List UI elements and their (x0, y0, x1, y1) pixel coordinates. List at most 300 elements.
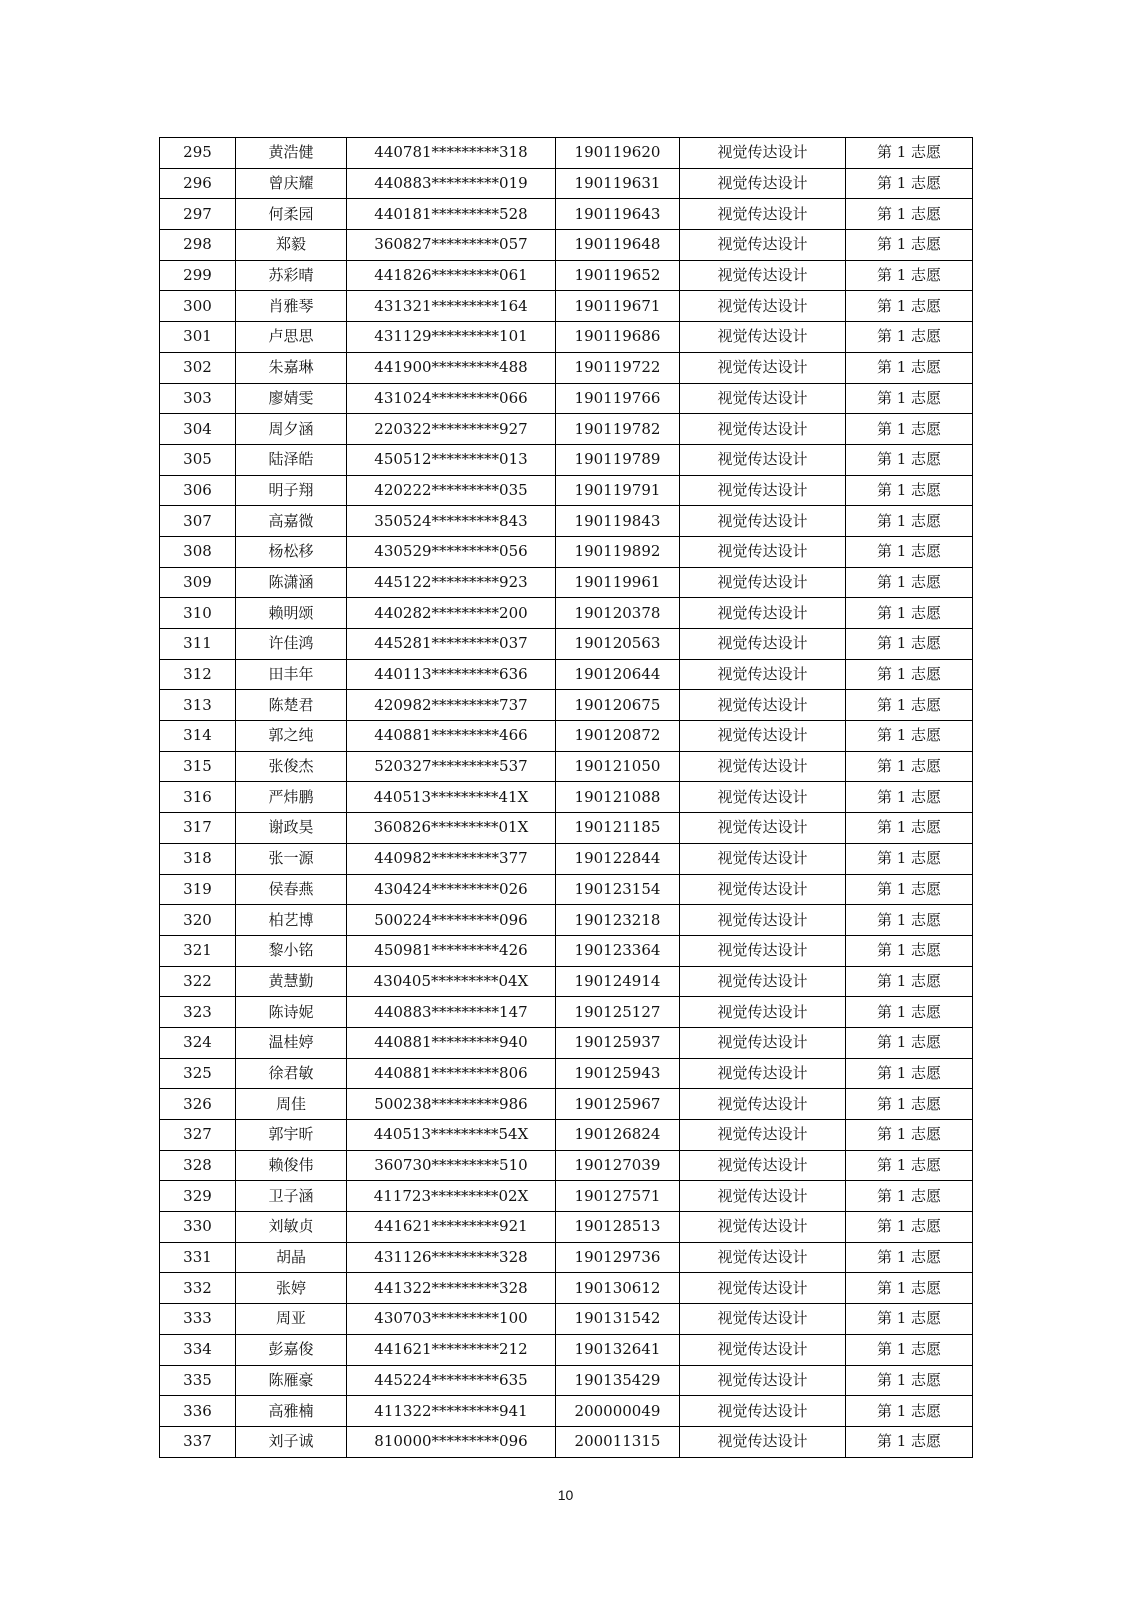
table-row (160, 813, 973, 844)
exam-number-cell: 190119620 (556, 138, 680, 169)
exam-number-cell: 190126824 (556, 1120, 680, 1151)
exam-number-cell: 190119652 (556, 260, 680, 291)
row-index-cell: 323 (160, 997, 236, 1028)
student-name-cell: 何柔园 (236, 199, 347, 230)
major-cell: 视觉传达设计 (680, 874, 846, 905)
id-number-cell: 420222*********035 (347, 475, 556, 506)
major-cell: 视觉传达设计 (680, 1273, 846, 1304)
table-row (160, 383, 973, 414)
row-index-cell: 336 (160, 1396, 236, 1427)
major-cell: 视觉传达设计 (680, 1242, 846, 1273)
table-row (160, 352, 973, 383)
table-row (160, 629, 973, 660)
preference-cell: 第 1 志愿 (846, 1027, 973, 1058)
table-row (160, 536, 973, 567)
id-number-cell: 500224*********096 (347, 905, 556, 936)
id-number-cell: 445281*********037 (347, 629, 556, 660)
exam-number-cell: 190119892 (556, 536, 680, 567)
table-row (160, 966, 973, 997)
admission-list-body (160, 138, 973, 1458)
student-name-cell: 廖婧雯 (236, 383, 347, 414)
exam-number-cell: 190125127 (556, 997, 680, 1028)
id-number-cell: 440781*********318 (347, 138, 556, 169)
table-row (160, 1334, 973, 1365)
major-cell: 视觉传达设计 (680, 567, 846, 598)
table-row (160, 1150, 973, 1181)
id-number-cell: 420982*********737 (347, 690, 556, 721)
table-row (160, 1273, 973, 1304)
major-cell: 视觉传达设计 (680, 629, 846, 660)
student-name-cell: 陈诗妮 (236, 997, 347, 1028)
preference-cell: 第 1 志愿 (846, 874, 973, 905)
row-index-cell: 311 (160, 629, 236, 660)
preference-cell: 第 1 志愿 (846, 536, 973, 567)
exam-number-cell: 190125937 (556, 1027, 680, 1058)
preference-cell: 第 1 志愿 (846, 1273, 973, 1304)
major-cell: 视觉传达设计 (680, 1334, 846, 1365)
student-name-cell: 曾庆耀 (236, 168, 347, 199)
id-number-cell: 445224*********635 (347, 1365, 556, 1396)
id-number-cell: 360827*********057 (347, 230, 556, 261)
preference-cell: 第 1 志愿 (846, 843, 973, 874)
table-row (160, 230, 973, 261)
row-index-cell: 309 (160, 567, 236, 598)
id-number-cell: 440113*********636 (347, 659, 556, 690)
student-name-cell: 陈潇涵 (236, 567, 347, 598)
preference-cell: 第 1 志愿 (846, 1150, 973, 1181)
row-index-cell: 328 (160, 1150, 236, 1181)
id-number-cell: 431024*********066 (347, 383, 556, 414)
id-number-cell: 440181*********528 (347, 199, 556, 230)
major-cell: 视觉传达设计 (680, 536, 846, 567)
student-name-cell: 张婷 (236, 1273, 347, 1304)
table-row (160, 1304, 973, 1335)
id-number-cell: 441621*********212 (347, 1334, 556, 1365)
table-row (160, 567, 973, 598)
id-number-cell: 440982*********377 (347, 843, 556, 874)
student-name-cell: 朱嘉琳 (236, 352, 347, 383)
exam-number-cell: 190120872 (556, 721, 680, 752)
major-cell: 视觉传达设计 (680, 352, 846, 383)
row-index-cell: 306 (160, 475, 236, 506)
id-number-cell: 440883*********147 (347, 997, 556, 1028)
preference-cell: 第 1 志愿 (846, 1058, 973, 1089)
row-index-cell: 296 (160, 168, 236, 199)
exam-number-cell: 190119961 (556, 567, 680, 598)
row-index-cell: 313 (160, 690, 236, 721)
id-number-cell: 430703*********100 (347, 1304, 556, 1335)
preference-cell: 第 1 志愿 (846, 1304, 973, 1335)
row-index-cell: 319 (160, 874, 236, 905)
table-row (160, 997, 973, 1028)
preference-cell: 第 1 志愿 (846, 690, 973, 721)
major-cell: 视觉传达设计 (680, 1181, 846, 1212)
id-number-cell: 360826*********01X (347, 813, 556, 844)
preference-cell: 第 1 志愿 (846, 751, 973, 782)
preference-cell: 第 1 志愿 (846, 1242, 973, 1273)
major-cell: 视觉传达设计 (680, 905, 846, 936)
student-name-cell: 周佳 (236, 1089, 347, 1120)
exam-number-cell: 190128513 (556, 1212, 680, 1243)
id-number-cell: 430405*********04X (347, 966, 556, 997)
preference-cell: 第 1 志愿 (846, 721, 973, 752)
id-number-cell: 440513*********54X (347, 1120, 556, 1151)
id-number-cell: 441322*********328 (347, 1273, 556, 1304)
major-cell: 视觉传达设计 (680, 1304, 846, 1335)
table-row (160, 1058, 973, 1089)
major-cell: 视觉传达设计 (680, 813, 846, 844)
major-cell: 视觉传达设计 (680, 782, 846, 813)
row-index-cell: 322 (160, 966, 236, 997)
exam-number-cell: 190121088 (556, 782, 680, 813)
id-number-cell: 441621*********921 (347, 1212, 556, 1243)
student-name-cell: 陈楚君 (236, 690, 347, 721)
student-name-cell: 刘子诚 (236, 1426, 347, 1457)
row-index-cell: 317 (160, 813, 236, 844)
row-index-cell: 308 (160, 536, 236, 567)
id-number-cell: 411723*********02X (347, 1181, 556, 1212)
table-row (160, 291, 973, 322)
major-cell: 视觉传达设计 (680, 843, 846, 874)
row-index-cell: 312 (160, 659, 236, 690)
preference-cell: 第 1 志愿 (846, 782, 973, 813)
row-index-cell: 307 (160, 506, 236, 537)
exam-number-cell: 190119648 (556, 230, 680, 261)
row-index-cell: 298 (160, 230, 236, 261)
row-index-cell: 331 (160, 1242, 236, 1273)
row-index-cell: 295 (160, 138, 236, 169)
row-index-cell: 305 (160, 444, 236, 475)
major-cell: 视觉传达设计 (680, 1212, 846, 1243)
major-cell: 视觉传达设计 (680, 1150, 846, 1181)
row-index-cell: 327 (160, 1120, 236, 1151)
student-name-cell: 田丰年 (236, 659, 347, 690)
row-index-cell: 316 (160, 782, 236, 813)
table-row (160, 1396, 973, 1427)
student-name-cell: 柏艺博 (236, 905, 347, 936)
student-name-cell: 侯春燕 (236, 874, 347, 905)
id-number-cell: 440881*********466 (347, 721, 556, 752)
row-index-cell: 318 (160, 843, 236, 874)
id-number-cell: 441826*********061 (347, 260, 556, 291)
exam-number-cell: 190124914 (556, 966, 680, 997)
preference-cell: 第 1 志愿 (846, 168, 973, 199)
row-index-cell: 321 (160, 935, 236, 966)
student-name-cell: 温桂婷 (236, 1027, 347, 1058)
preference-cell: 第 1 志愿 (846, 966, 973, 997)
id-number-cell: 431126*********328 (347, 1242, 556, 1273)
major-cell: 视觉传达设计 (680, 168, 846, 199)
preference-cell: 第 1 志愿 (846, 629, 973, 660)
exam-number-cell: 190132641 (556, 1334, 680, 1365)
student-name-cell: 张俊杰 (236, 751, 347, 782)
student-name-cell: 刘敏贞 (236, 1212, 347, 1243)
student-name-cell: 郭宇昕 (236, 1120, 347, 1151)
id-number-cell: 441900*********488 (347, 352, 556, 383)
major-cell: 视觉传达设计 (680, 383, 846, 414)
student-name-cell: 陆泽皓 (236, 444, 347, 475)
id-number-cell: 440883*********019 (347, 168, 556, 199)
student-name-cell: 高嘉微 (236, 506, 347, 537)
exam-number-cell: 190119671 (556, 291, 680, 322)
exam-number-cell: 190119782 (556, 414, 680, 445)
exam-number-cell: 190122844 (556, 843, 680, 874)
id-number-cell: 431129*********101 (347, 322, 556, 353)
row-index-cell: 335 (160, 1365, 236, 1396)
table-row (160, 905, 973, 936)
table-row (160, 1120, 973, 1151)
exam-number-cell: 190119843 (556, 506, 680, 537)
exam-number-cell: 190119631 (556, 168, 680, 199)
major-cell: 视觉传达设计 (680, 1365, 846, 1396)
major-cell: 视觉传达设计 (680, 1027, 846, 1058)
id-number-cell: 450981*********426 (347, 935, 556, 966)
major-cell: 视觉传达设计 (680, 291, 846, 322)
student-name-cell: 郑毅 (236, 230, 347, 261)
id-number-cell: 430529*********056 (347, 536, 556, 567)
id-number-cell: 411322*********941 (347, 1396, 556, 1427)
preference-cell: 第 1 志愿 (846, 475, 973, 506)
row-index-cell: 325 (160, 1058, 236, 1089)
preference-cell: 第 1 志愿 (846, 352, 973, 383)
preference-cell: 第 1 志愿 (846, 1181, 973, 1212)
row-index-cell: 314 (160, 721, 236, 752)
row-index-cell: 297 (160, 199, 236, 230)
preference-cell: 第 1 志愿 (846, 506, 973, 537)
row-index-cell: 315 (160, 751, 236, 782)
table-row (160, 1242, 973, 1273)
row-index-cell: 302 (160, 352, 236, 383)
id-number-cell: 810000*********096 (347, 1426, 556, 1457)
table-row (160, 506, 973, 537)
row-index-cell: 337 (160, 1426, 236, 1457)
preference-cell: 第 1 志愿 (846, 444, 973, 475)
exam-number-cell: 190120675 (556, 690, 680, 721)
row-index-cell: 326 (160, 1089, 236, 1120)
id-number-cell: 440881*********940 (347, 1027, 556, 1058)
preference-cell: 第 1 志愿 (846, 659, 973, 690)
student-name-cell: 黎小铭 (236, 935, 347, 966)
table-row (160, 444, 973, 475)
student-name-cell: 杨松移 (236, 536, 347, 567)
table-row (160, 199, 973, 230)
student-name-cell: 苏彩晴 (236, 260, 347, 291)
exam-number-cell: 200011315 (556, 1426, 680, 1457)
major-cell: 视觉传达设计 (680, 935, 846, 966)
major-cell: 视觉传达设计 (680, 475, 846, 506)
exam-number-cell: 190123218 (556, 905, 680, 936)
id-number-cell: 520327*********537 (347, 751, 556, 782)
table-row (160, 260, 973, 291)
student-name-cell: 赖俊伟 (236, 1150, 347, 1181)
id-number-cell: 440513*********41X (347, 782, 556, 813)
preference-cell: 第 1 志愿 (846, 291, 973, 322)
row-index-cell: 320 (160, 905, 236, 936)
exam-number-cell: 190119686 (556, 322, 680, 353)
table-row (160, 475, 973, 506)
row-index-cell: 310 (160, 598, 236, 629)
major-cell: 视觉传达设计 (680, 1089, 846, 1120)
preference-cell: 第 1 志愿 (846, 567, 973, 598)
major-cell: 视觉传达设计 (680, 444, 846, 475)
exam-number-cell: 190119791 (556, 475, 680, 506)
exam-number-cell: 190119766 (556, 383, 680, 414)
table-row (160, 874, 973, 905)
student-name-cell: 郭之纯 (236, 721, 347, 752)
row-index-cell: 301 (160, 322, 236, 353)
major-cell: 视觉传达设计 (680, 506, 846, 537)
student-name-cell: 周亚 (236, 1304, 347, 1335)
exam-number-cell: 190125967 (556, 1089, 680, 1120)
exam-number-cell: 190121050 (556, 751, 680, 782)
table-row (160, 782, 973, 813)
exam-number-cell: 190121185 (556, 813, 680, 844)
table-row (160, 598, 973, 629)
id-number-cell: 445122*********923 (347, 567, 556, 598)
major-cell: 视觉传达设计 (680, 598, 846, 629)
major-cell: 视觉传达设计 (680, 721, 846, 752)
table-row (160, 843, 973, 874)
preference-cell: 第 1 志愿 (846, 997, 973, 1028)
student-name-cell: 陈雁豪 (236, 1365, 347, 1396)
table-row (160, 721, 973, 752)
student-name-cell: 高雅楠 (236, 1396, 347, 1427)
id-number-cell: 350524*********843 (347, 506, 556, 537)
preference-cell: 第 1 志愿 (846, 1396, 973, 1427)
major-cell: 视觉传达设计 (680, 751, 846, 782)
id-number-cell: 430424*********026 (347, 874, 556, 905)
exam-number-cell: 190119722 (556, 352, 680, 383)
student-name-cell: 彭嘉俊 (236, 1334, 347, 1365)
preference-cell: 第 1 志愿 (846, 935, 973, 966)
table-row (160, 322, 973, 353)
major-cell: 视觉传达设计 (680, 414, 846, 445)
preference-cell: 第 1 志愿 (846, 414, 973, 445)
page-number: 10 (557, 1487, 574, 1503)
preference-cell: 第 1 志愿 (846, 230, 973, 261)
table-row (160, 414, 973, 445)
exam-number-cell: 190123364 (556, 935, 680, 966)
student-name-cell: 卢思思 (236, 322, 347, 353)
exam-number-cell: 190119789 (556, 444, 680, 475)
row-index-cell: 329 (160, 1181, 236, 1212)
major-cell: 视觉传达设计 (680, 322, 846, 353)
preference-cell: 第 1 志愿 (846, 1120, 973, 1151)
table-row (160, 1027, 973, 1058)
table-row (160, 1365, 973, 1396)
preference-cell: 第 1 志愿 (846, 813, 973, 844)
exam-number-cell: 190127571 (556, 1181, 680, 1212)
table-row (160, 138, 973, 169)
exam-number-cell: 200000049 (556, 1396, 680, 1427)
student-name-cell: 黄慧勤 (236, 966, 347, 997)
major-cell: 视觉传达设计 (680, 260, 846, 291)
row-index-cell: 300 (160, 291, 236, 322)
exam-number-cell: 190131542 (556, 1304, 680, 1335)
preference-cell: 第 1 志愿 (846, 322, 973, 353)
preference-cell: 第 1 志愿 (846, 199, 973, 230)
row-index-cell: 324 (160, 1027, 236, 1058)
student-name-cell: 周夕涵 (236, 414, 347, 445)
preference-cell: 第 1 志愿 (846, 905, 973, 936)
id-number-cell: 440881*********806 (347, 1058, 556, 1089)
admission-list-table (159, 137, 973, 1458)
id-number-cell: 450512*********013 (347, 444, 556, 475)
exam-number-cell: 190125943 (556, 1058, 680, 1089)
student-name-cell: 张一源 (236, 843, 347, 874)
preference-cell: 第 1 志愿 (846, 1212, 973, 1243)
student-name-cell: 严炜鹏 (236, 782, 347, 813)
table-row (160, 1426, 973, 1457)
preference-cell: 第 1 志愿 (846, 1365, 973, 1396)
preference-cell: 第 1 志愿 (846, 383, 973, 414)
table-row (160, 1212, 973, 1243)
row-index-cell: 330 (160, 1212, 236, 1243)
student-name-cell: 赖明颂 (236, 598, 347, 629)
row-index-cell: 333 (160, 1304, 236, 1335)
id-number-cell: 440282*********200 (347, 598, 556, 629)
major-cell: 视觉传达设计 (680, 230, 846, 261)
preference-cell: 第 1 志愿 (846, 260, 973, 291)
id-number-cell: 360730*********510 (347, 1150, 556, 1181)
major-cell: 视觉传达设计 (680, 138, 846, 169)
preference-cell: 第 1 志愿 (846, 598, 973, 629)
row-index-cell: 334 (160, 1334, 236, 1365)
major-cell: 视觉传达设计 (680, 199, 846, 230)
exam-number-cell: 190135429 (556, 1365, 680, 1396)
table-row (160, 690, 973, 721)
table-row (160, 935, 973, 966)
exam-number-cell: 190123154 (556, 874, 680, 905)
major-cell: 视觉传达设计 (680, 966, 846, 997)
table-row (160, 659, 973, 690)
table-row (160, 751, 973, 782)
major-cell: 视觉传达设计 (680, 997, 846, 1028)
table-row (160, 1089, 973, 1120)
exam-number-cell: 190127039 (556, 1150, 680, 1181)
id-number-cell: 220322*********927 (347, 414, 556, 445)
preference-cell: 第 1 志愿 (846, 138, 973, 169)
row-index-cell: 332 (160, 1273, 236, 1304)
major-cell: 视觉传达设计 (680, 690, 846, 721)
student-name-cell: 许佳鸿 (236, 629, 347, 660)
exam-number-cell: 190119643 (556, 199, 680, 230)
student-name-cell: 徐君敏 (236, 1058, 347, 1089)
student-name-cell: 谢政昊 (236, 813, 347, 844)
student-name-cell: 肖雅琴 (236, 291, 347, 322)
student-name-cell: 黄浩健 (236, 138, 347, 169)
student-name-cell: 卫子涵 (236, 1181, 347, 1212)
id-number-cell: 431321*********164 (347, 291, 556, 322)
table-row (160, 1181, 973, 1212)
major-cell: 视觉传达设计 (680, 1058, 846, 1089)
preference-cell: 第 1 志愿 (846, 1426, 973, 1457)
exam-number-cell: 190130612 (556, 1273, 680, 1304)
row-index-cell: 299 (160, 260, 236, 291)
student-name-cell: 明子翔 (236, 475, 347, 506)
major-cell: 视觉传达设计 (680, 659, 846, 690)
table-row (160, 168, 973, 199)
row-index-cell: 304 (160, 414, 236, 445)
major-cell: 视觉传达设计 (680, 1426, 846, 1457)
id-number-cell: 500238*********986 (347, 1089, 556, 1120)
exam-number-cell: 190129736 (556, 1242, 680, 1273)
preference-cell: 第 1 志愿 (846, 1089, 973, 1120)
exam-number-cell: 190120644 (556, 659, 680, 690)
major-cell: 视觉传达设计 (680, 1396, 846, 1427)
exam-number-cell: 190120563 (556, 629, 680, 660)
row-index-cell: 303 (160, 383, 236, 414)
